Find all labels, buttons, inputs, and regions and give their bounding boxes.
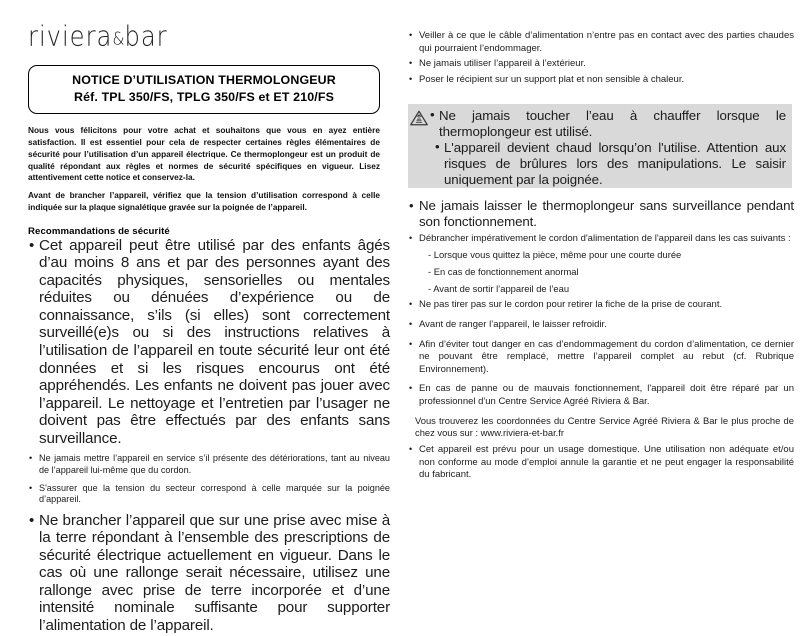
list-item: • Ne jamais mettre l’appareil en service s’il présente des détériorations, tant au niveau de l’appareil lui-même que du cordon. <box>28 453 390 476</box>
list-item: • L'appareil devient chaud lorsqu’on l'utilise. Attention aux risques de brûlures lors des manipulations. Le saisir uniquement par la poignée. <box>430 140 786 187</box>
right-debranch-bullet-list <box>408 233 794 246</box>
right-final-bullet-list <box>408 444 794 482</box>
intro-paragraph-1: Nous vous félicitons pour votre achat et souhaitons que vous en ayez entière satisfaction. Il est essentiel pour cela de respecter certaines règles élémentaires de sécurité pour l’utilisation d’un appareil électrique. Ce thermoplongeur est un produit de qualité répondant aux règles et normes de sécurité spécifiques en vigueur. Lisez attentivement cette notice et conservez-la. <box>28 125 380 183</box>
left-medium-bullet-list <box>28 453 390 506</box>
list-item: • S'assurer que la tension du secteur correspond à celle marquée sur la poignée d’appareil. <box>28 483 390 506</box>
document-title-line2: Réf. TPL 350/FS, TPLG 350/FS et ET 210/FS <box>73 90 334 105</box>
list-item: • En cas de panne ou de mauvais fonctionnement, l'appareil doit être réparé par un professionnel d'un Centre Service Agréé Riviera & Bar. <box>408 383 794 408</box>
intro-paragraph-2: Avant de brancher l’appareil, vérifiez que la tension d’utilisation correspond à celle indiquée sur la plaque signalétique gravée sur la poignée de l’appareil. <box>28 190 380 212</box>
list-item: • Ne jamais laisser le thermoplongeur sans surveillance pendant son fonctionnement. <box>408 198 794 229</box>
list-item: • Ne jamais utiliser l’appareil à l’extérieur. <box>408 58 794 71</box>
list-item: • Poser le récipient sur un support plat et non sensible à chaleur. <box>408 74 794 87</box>
left-big-bullet-list-2 <box>28 512 390 635</box>
warning-callout-inner <box>408 104 792 187</box>
right-column-top <box>408 30 794 90</box>
right-top-bullet-list <box>408 30 794 87</box>
list-item: • Cet appareil est prévu pour un usage domestique. Une utilisation non adéquate et/ou non conforme au mode d’emploi annule la garantie et ne peut engager la responsabilité du fabricant. <box>408 444 794 482</box>
list-item: • Ne jamais toucher l’eau à chauffer lorsque le thermoplongeur est utilisé. <box>430 108 786 139</box>
debranch-sub-list <box>408 249 794 294</box>
right-big-bullet-list <box>408 198 794 229</box>
document-title-box <box>28 65 380 114</box>
list-item: - En cas de fonctionnement anormal <box>428 265 579 277</box>
list-item: • Ne pas tirer pas sur le cordon pour retirer la fiche de la prise de courant. <box>408 299 794 312</box>
list-item: • Ne brancher l’appareil que sur une prise avec mise à la terre répondant à l’ensemble des prescriptions de sécurité électrique actuellement en vigueur. Dans le cas où une rallonge serait nécessaire, utilisez une rallonge avec prise de terre incorporée et d’une intensité nominale suffisante pour supporter l’alimentation de l’appareil. <box>28 512 390 635</box>
list-item: • Cet appareil peut être utilisé par des enfants âgés d’au moins 8 ans et par des personnes ayant des capacités physiques, sensorielles ou mentales réduites ou dénuées d’expérience ou de connaissance, s’ils (si elles) sont correctement surveillé(e)s ou si des instructions relatives à l’utilisation de l’appareil en toute sécurité leur ont été données et si les risques encourus ont été appréhendés. Les enfants ne doivent pas jouer avec l’appareil. Le nettoyage et l’entretien par l’usager ne doivent pas être effectués par des enfants sans surveillance. <box>28 237 390 448</box>
logo-text-last: bar <box>124 19 168 53</box>
list-item: - Lorsque vous quittez la pièce, même pour une courte durée <box>428 249 682 260</box>
left-column <box>28 19 390 636</box>
list-item: - Avant de sortir l’appareil de l’eau <box>428 282 570 294</box>
list-item: • Débrancher impérativement le cordon d'alimentation de l'appareil dans les cas suivants : <box>408 233 794 246</box>
list-item: • Avant de ranger l’appareil, le laisser refroidir. <box>408 319 794 332</box>
warning-bullet-list <box>430 108 786 187</box>
intro-paragraphs <box>28 125 380 213</box>
section-heading-safety: Recommandations de sécurité <box>28 225 170 237</box>
warning-callout-box <box>408 104 792 188</box>
service-center-note: Vous trouverez les coordonnées du Centre Service Agréé Riviera & Bar le plus proche de chez vous sur : www.riviera-et-bar.fr <box>415 414 794 439</box>
document-title-line1: NOTICE D’UTILISATION THERMOLONGEUR <box>72 73 336 87</box>
right-bullet-list-after <box>408 299 794 408</box>
left-big-bullet-list-1 <box>28 237 390 448</box>
brand-logo <box>28 19 379 53</box>
logo-ampersand: & <box>112 27 125 49</box>
warning-triangle-electric-shock-icon <box>410 110 428 126</box>
right-column-lower <box>408 198 794 485</box>
list-item: • Veiller à ce que le câble d’alimentation n’entre pas en contact avec des parties chaudes qui pourraient l’endommager. <box>408 30 794 55</box>
logo-text-first: riviera <box>28 19 113 53</box>
list-item: • Afin d’éviter tout danger en cas d’endommagement du cordon d’alimentation, ce dernier ne pouvant être remplacé, mettre l’appareil complet au rebut (cf. Rubrique Environnement). <box>408 339 794 377</box>
